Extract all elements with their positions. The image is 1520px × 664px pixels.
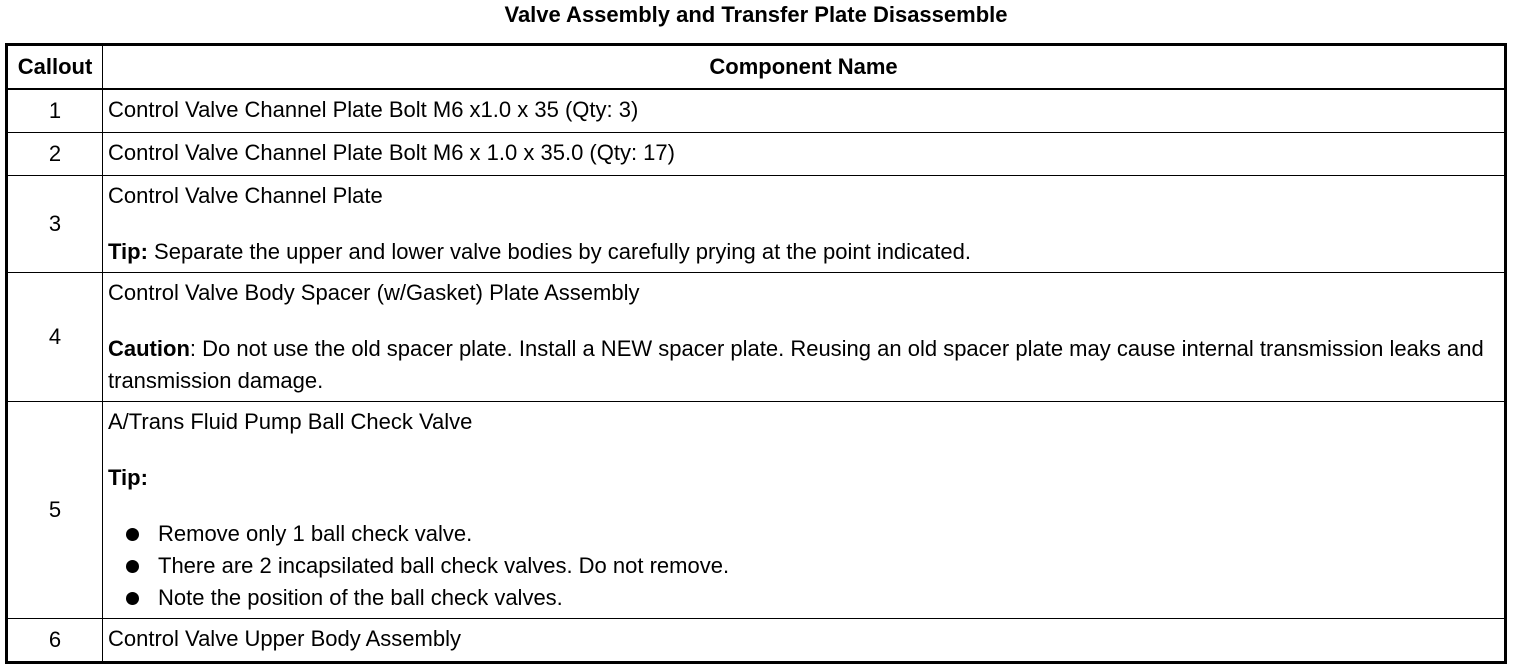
caution-note xyxy=(108,333,1504,397)
bullet-icon xyxy=(126,528,139,541)
component-name xyxy=(103,133,1506,176)
list-item xyxy=(108,582,1504,614)
component-name-text: A/Trans Fluid Pump Ball Check Valve xyxy=(108,409,473,434)
table-row xyxy=(7,273,1506,402)
list-item xyxy=(108,518,1504,550)
component-name xyxy=(103,619,1506,663)
table-row xyxy=(7,176,1506,273)
tip-note xyxy=(108,236,1504,268)
component-name-text: Control Valve Body Spacer (w/Gasket) Plate Assembly xyxy=(108,280,640,305)
component-name-text: Control Valve Channel Plate Bolt M6 x 1.0 x 35.0 (Qty: 17) xyxy=(108,140,675,165)
table-row xyxy=(7,619,1506,663)
component-name xyxy=(103,89,1506,133)
components-table xyxy=(5,43,1507,664)
tip-label: Tip: xyxy=(108,239,148,264)
tip-text: Separate the upper and lower valve bodies by carefully prying at the point indicated. xyxy=(147,239,971,264)
table-header-row xyxy=(7,45,1506,90)
list-item-text: Remove only 1 ball check valve. xyxy=(158,521,473,546)
callout-number: 5 xyxy=(7,402,103,619)
component-name xyxy=(103,176,1506,273)
component-name xyxy=(103,273,1506,402)
callout-header: Callout xyxy=(7,45,103,90)
component-name xyxy=(103,402,1506,619)
component-name-text: Control Valve Upper Body Assembly xyxy=(108,626,461,651)
list-item-text: Note the position of the ball check valves. xyxy=(158,585,563,610)
table-row xyxy=(7,133,1506,176)
tip-bullet-list xyxy=(108,518,1504,614)
bullet-icon xyxy=(126,592,139,605)
bullet-icon xyxy=(126,560,139,573)
tip-note xyxy=(108,462,1504,494)
list-item xyxy=(108,550,1504,582)
callout-number: 4 xyxy=(7,273,103,402)
component-name-header: Component Name xyxy=(103,45,1506,90)
tip-label: Tip: xyxy=(108,465,148,490)
caution-text: : Do not use the old spacer plate. Install a NEW spacer plate. Reusing an old spacer plate may cause internal transmission leaks and transmission damage. xyxy=(108,336,1484,393)
caution-label: Caution xyxy=(108,336,190,361)
component-name-text: Control Valve Channel Plate xyxy=(108,183,383,208)
callout-number: 1 xyxy=(7,89,103,133)
list-item-text: There are 2 incapsilated ball check valves. Do not remove. xyxy=(158,553,730,578)
callout-number: 6 xyxy=(7,619,103,663)
callout-number: 2 xyxy=(7,133,103,176)
table-row xyxy=(7,89,1506,133)
callout-number: 3 xyxy=(7,176,103,273)
table-row xyxy=(7,402,1506,619)
document-title: Valve Assembly and Transfer Plate Disassemble xyxy=(504,2,1008,27)
component-name-text: Control Valve Channel Plate Bolt M6 x1.0 x 35 (Qty: 3) xyxy=(108,97,639,122)
